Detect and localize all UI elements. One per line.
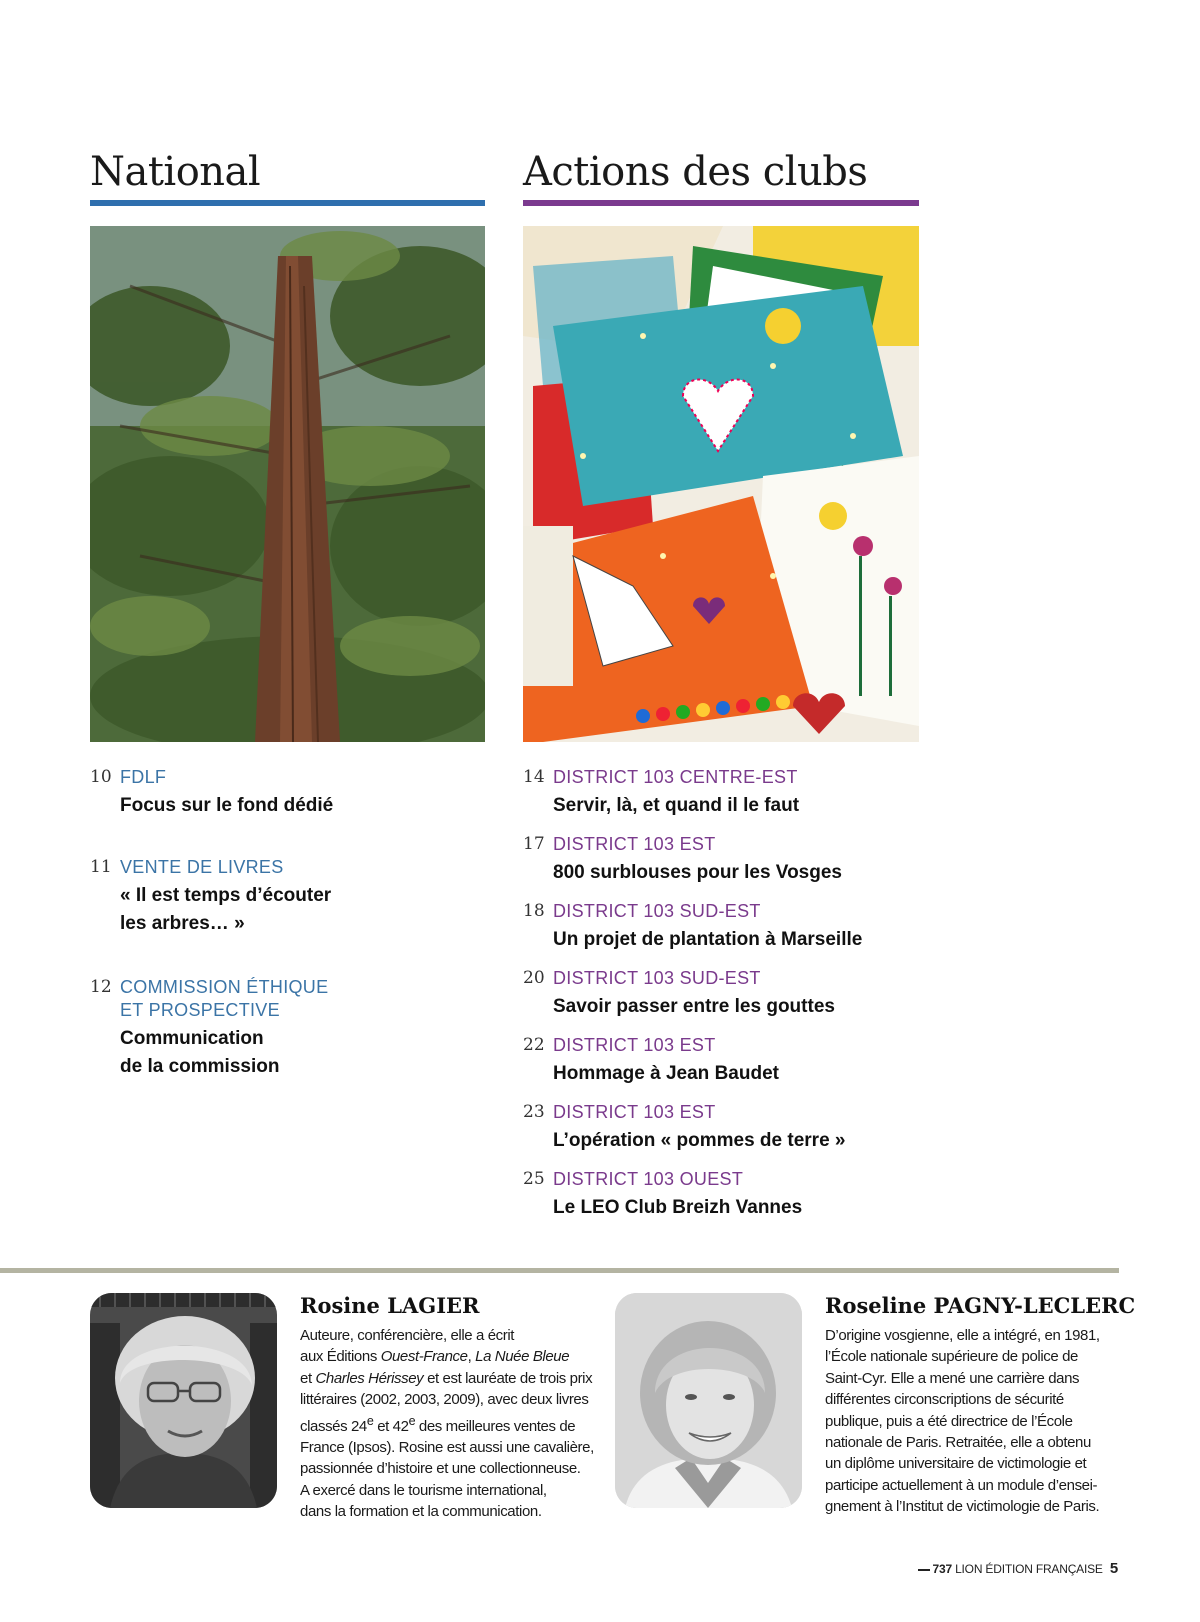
toc-title-line: « Il est temps d’écouter: [120, 885, 332, 906]
section-divider: [0, 1268, 1119, 1273]
section-title-national: National: [90, 149, 261, 195]
bio-line: différentes circonscriptions de sécurité: [825, 1391, 1064, 1409]
bio-line: passionnée d’histoire et une collectionneuse.: [300, 1460, 581, 1478]
toc-title: Savoir passer entre les gouttes: [553, 996, 835, 1017]
toc-title: L’opération « pommes de terre »: [553, 1130, 846, 1151]
toc-item[interactable]: [523, 766, 919, 820]
avatar: [90, 1293, 277, 1508]
toc-title-line: les arbres… »: [120, 913, 245, 934]
bio-line: Auteure, conférencière, elle a écrit: [300, 1327, 515, 1344]
toc-category: DISTRICT 103 EST: [553, 834, 716, 854]
toc-title: 800 surblouses pour les Vosges: [553, 862, 842, 883]
section-rule-actions: [523, 200, 919, 206]
toc-category-line: COMMISSION ÉTHIQUE: [120, 977, 329, 997]
toc-title: Hommage à Jean Baudet: [553, 1063, 779, 1084]
section-rule-national: [90, 200, 485, 206]
bio-line: Saint-Cyr. Elle a mené une carrière dans: [825, 1369, 1080, 1387]
page-number: 10: [90, 767, 112, 787]
page-number: 22: [523, 1035, 545, 1055]
bio-line: D’origine vosgienne, elle a intégré, en 1981,: [825, 1327, 1100, 1344]
bio-line: nationale de Paris. Retraitée, elle a obtenu: [825, 1434, 1091, 1452]
bio-line: et Charles Hérissey et est lauréate de trois prix: [300, 1369, 593, 1387]
toc-item[interactable]: [523, 1168, 919, 1222]
toc-category-line: ET PROSPECTIVE: [120, 1000, 280, 1020]
toc-item[interactable]: [523, 900, 919, 954]
page-number: 23: [523, 1102, 545, 1122]
bio-line: dans la formation et la communication.: [300, 1503, 542, 1521]
toc-category: DISTRICT 103 CENTRE-EST: [553, 767, 798, 787]
toc-category: DISTRICT 103 EST: [553, 1102, 716, 1122]
avatar: [615, 1293, 802, 1508]
bio-line: l’École nationale supérieure de police de: [825, 1348, 1078, 1366]
toc-title: Servir, là, et quand il le faut: [553, 795, 800, 816]
toc-category: FDLF: [120, 767, 167, 787]
bio-line: participe actuellement à un module d’ensei-: [825, 1476, 1098, 1494]
author-description: [825, 1325, 1115, 1518]
footer-dash: [918, 1569, 930, 1571]
bio-line: littéraires (2002, 2003, 2009), avec deux livres: [300, 1391, 589, 1409]
redwood-tree-photo: [90, 226, 485, 742]
issue-number: 737: [932, 1562, 952, 1576]
section-title-actions: Actions des clubs: [523, 149, 868, 195]
actions-toc: [523, 766, 919, 1222]
national-section: [90, 148, 485, 1081]
author-name: Rosine LAGIER: [300, 1293, 480, 1318]
page-number: 18: [523, 901, 545, 921]
bio-line: gnement à l’Institut de victimologie de Paris.: [825, 1498, 1100, 1516]
national-toc: [90, 766, 485, 1081]
bio-line: classés 24e et 42e des meilleures ventes de: [300, 1413, 576, 1435]
toc-title: Focus sur le fond dédié: [120, 795, 334, 816]
toc-item[interactable]: [90, 856, 485, 938]
page-number: 11: [90, 857, 112, 877]
toc-category: DISTRICT 103 EST: [553, 1035, 716, 1055]
publication-name: LION ÉDITION FRANÇAISE: [955, 1562, 1103, 1576]
bio-line: un diplôme universitaire de victimologie et: [825, 1455, 1087, 1473]
page-number: 14: [523, 767, 545, 787]
toc-category: VENTE DE LIVRES: [120, 857, 284, 877]
toc-title: [120, 882, 485, 938]
toc-title: Un projet de plantation à Marseille: [553, 929, 863, 950]
toc-category: [120, 976, 485, 1022]
toc-title: Le LEO Club Breizh Vannes: [553, 1197, 803, 1218]
bio-line: aux Éditions Ouest-France, La Nuée Bleue: [300, 1348, 570, 1366]
page-number: 17: [523, 834, 545, 854]
page-number: 25: [523, 1169, 545, 1189]
actions-section: [523, 148, 919, 1222]
author-name: Roseline PAGNY-LECLERC: [825, 1293, 1136, 1318]
author-description: [300, 1325, 600, 1523]
toc-category: DISTRICT 103 SUD-EST: [553, 901, 761, 921]
page-number: 12: [90, 977, 112, 997]
toc-title-line: de la commission: [120, 1056, 280, 1077]
toc-item[interactable]: [90, 766, 485, 820]
bio-text: [825, 1293, 1136, 1518]
toc-title-line: Communication: [120, 1028, 264, 1049]
page-footer: [918, 1560, 1118, 1577]
bio-line: publique, puis a été directrice de l’École: [825, 1412, 1073, 1430]
toc-item[interactable]: [523, 833, 919, 887]
bio-line: France (Ipsos). Rosine est aussi une cavalière,: [300, 1439, 594, 1457]
children-cards-photo: [523, 226, 919, 742]
toc-item[interactable]: [523, 1034, 919, 1088]
toc-title: [120, 1025, 485, 1081]
bio-text: [300, 1293, 600, 1523]
toc-item[interactable]: [90, 976, 485, 1081]
page-number: 20: [523, 968, 545, 988]
bio-line: A exercé dans le tourisme international,: [300, 1481, 547, 1499]
toc-category: DISTRICT 103 SUD-EST: [553, 968, 761, 988]
toc-item[interactable]: [523, 1101, 919, 1155]
page-number: 5: [1109, 1560, 1118, 1577]
toc-category: DISTRICT 103 OUEST: [553, 1169, 744, 1189]
toc-item[interactable]: [523, 967, 919, 1021]
